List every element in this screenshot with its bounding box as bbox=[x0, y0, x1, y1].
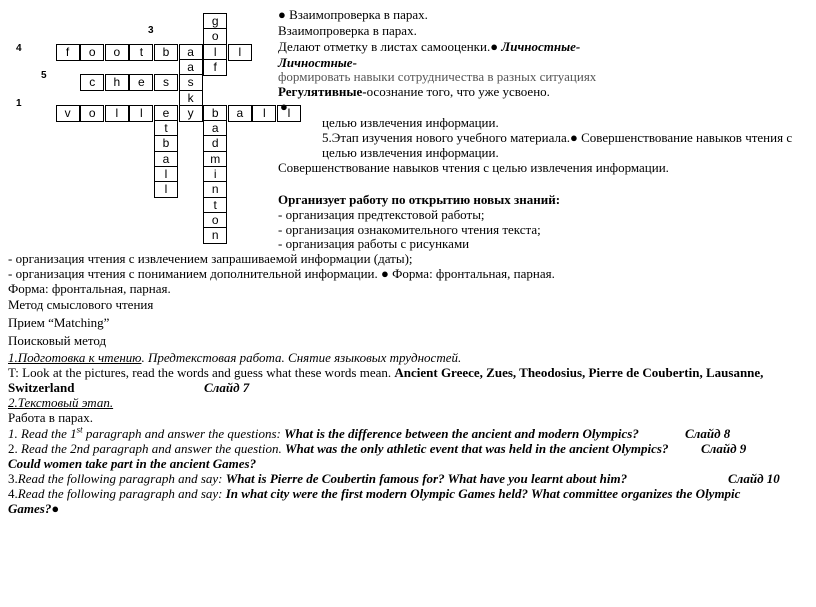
text-stage-heading: 2.Текстовый этап. bbox=[8, 395, 114, 410]
personal-text: формировать навыки сотрудничества в разных ситуациях bbox=[278, 69, 597, 84]
crossword-cell: e bbox=[154, 105, 178, 122]
task-4-end: Games?● bbox=[8, 501, 60, 516]
peer-check-bullet: ● Взаимопроверка в парах. bbox=[278, 7, 428, 22]
task-1: 1. Read the 1st paragraph and answer the questions: What is the difference between the ancient and modern Olympics? Слайд 8 bbox=[8, 424, 731, 441]
crossword-cell: o bbox=[80, 44, 104, 61]
clue-number-5: 5 bbox=[41, 70, 47, 81]
peer-check-line: Взаимопроверка в парах. bbox=[278, 23, 417, 38]
crossword-cell: s bbox=[179, 74, 203, 91]
method-semantic-reading: Метод смыслового чтения bbox=[8, 297, 154, 312]
crossword-cell: a bbox=[228, 105, 252, 122]
crossword-cell: g bbox=[203, 13, 227, 30]
crossword-cell: v bbox=[56, 105, 80, 122]
crossword-cell: l bbox=[105, 105, 129, 122]
crossword-cell: e bbox=[129, 74, 153, 91]
info-extraction-line-2: целью извлечения информации. bbox=[322, 145, 499, 160]
regulative-line: Регулятивные-осознание того, что уже усвоено. bbox=[278, 84, 550, 99]
crossword-cell: b bbox=[154, 44, 178, 61]
switzerland-line: Switzerland Слайд 7 bbox=[8, 380, 250, 395]
crossword-cell: s bbox=[154, 74, 178, 91]
crossword-cell: f bbox=[56, 44, 80, 61]
crossword-cell: d bbox=[203, 135, 227, 152]
crossword-cell: a bbox=[203, 120, 227, 137]
crossword-cell: l bbox=[277, 105, 301, 122]
crossword-cell: l bbox=[228, 44, 252, 61]
personal-heading: Личностные- bbox=[278, 55, 357, 70]
bullet-line: ● bbox=[280, 99, 288, 114]
crossword-cell: n bbox=[203, 181, 227, 198]
teacher-instruction: T: Look at the pictures, read the words and guess what these words mean. Ancient Greece, Zues, Theodosius, Pierre de Coubertin, Lausanne, bbox=[8, 365, 764, 380]
task-4: 4.Read the following paragraph and say: In what city were the first modern Olympic Games held? What committee organizes the Olympic bbox=[8, 486, 741, 501]
crossword-cell: o bbox=[203, 28, 227, 45]
task-3: 3.Read the following paragraph and say: What is Pierre de Coubertin famous for? What have you learnt about him? Слайд 10 bbox=[8, 471, 780, 486]
skim-reading-item: - организация ознакомительного чтения текста; bbox=[278, 222, 541, 237]
crossword-grid bbox=[0, 0, 291, 245]
crossword-cell: t bbox=[154, 120, 178, 137]
crossword-cell: o bbox=[105, 44, 129, 61]
crossword-cell: i bbox=[203, 166, 227, 183]
crossword-cell: l bbox=[154, 181, 178, 198]
crossword-cell: m bbox=[203, 151, 227, 168]
crossword-cell: t bbox=[129, 44, 153, 61]
crossword-cell: c bbox=[80, 74, 104, 91]
pair-work-line: Работа в парах. bbox=[8, 410, 93, 425]
crossword-cell: l bbox=[154, 166, 178, 183]
pre-reading-heading: 1.Подготовка к чтению. Предтекстовая работа. Снятие языковых трудностей. bbox=[8, 350, 462, 365]
self-assessment-line: Делают отметку в листах самооценки.● Личностные- bbox=[278, 39, 581, 54]
clue-number-3: 3 bbox=[148, 25, 154, 36]
organizes-work-heading: Организует работу по открытию новых знаний: bbox=[278, 192, 561, 207]
dates-reading-item: - организация чтения с извлечением запрашиваемой информации (даты); bbox=[8, 251, 413, 266]
matching-technique: Прием “Matching” bbox=[8, 315, 110, 330]
crossword-cell: h bbox=[105, 74, 129, 91]
crossword-cell: t bbox=[203, 197, 227, 214]
crossword-cell: k bbox=[179, 90, 203, 107]
crossword-cell: a bbox=[179, 59, 203, 76]
crossword-cell: o bbox=[203, 212, 227, 229]
pre-text-work-item: - организация предтекстовой работы; bbox=[278, 207, 485, 222]
crossword-cell: l bbox=[203, 44, 227, 61]
task-2-question: Could women take part in the ancient Games? bbox=[8, 456, 257, 471]
crossword-cell: a bbox=[179, 44, 203, 61]
crossword-cell: y bbox=[179, 105, 203, 122]
clue-number-4: 4 bbox=[16, 43, 22, 54]
reading-skills-line: Совершенствование навыков чтения с целью извлечения информации. bbox=[278, 160, 669, 175]
form-line: Форма: фронтальная, парная. bbox=[8, 281, 171, 296]
pictures-work-item: - организация работы с рисунками bbox=[278, 236, 470, 251]
crossword-cell: o bbox=[80, 105, 104, 122]
clue-number-1: 1 bbox=[16, 98, 22, 109]
task-2: 2. Read the 2nd paragraph and answer the question. What was the only athletic event that was held in the ancient Olympics? Слайд 9 bbox=[8, 441, 747, 456]
search-method: Поисковый метод bbox=[8, 333, 107, 348]
crossword-cell: n bbox=[203, 227, 227, 244]
crossword-cell: b bbox=[203, 105, 227, 122]
crossword-cell: a bbox=[154, 151, 178, 168]
additional-info-item: - организация чтения с пониманием дополнительной информации. ● Форма: фронтальная, парная. bbox=[8, 266, 555, 281]
crossword-cell: f bbox=[203, 59, 227, 76]
info-extraction-line: целью извлечения информации. bbox=[322, 115, 499, 130]
crossword-cell: l bbox=[252, 105, 276, 122]
crossword-cell: b bbox=[154, 135, 178, 152]
crossword-cell: l bbox=[129, 105, 153, 122]
stage-5-line: 5.Этап изучения нового учебного материала.● Совершенствование навыков чтения с bbox=[322, 130, 793, 145]
